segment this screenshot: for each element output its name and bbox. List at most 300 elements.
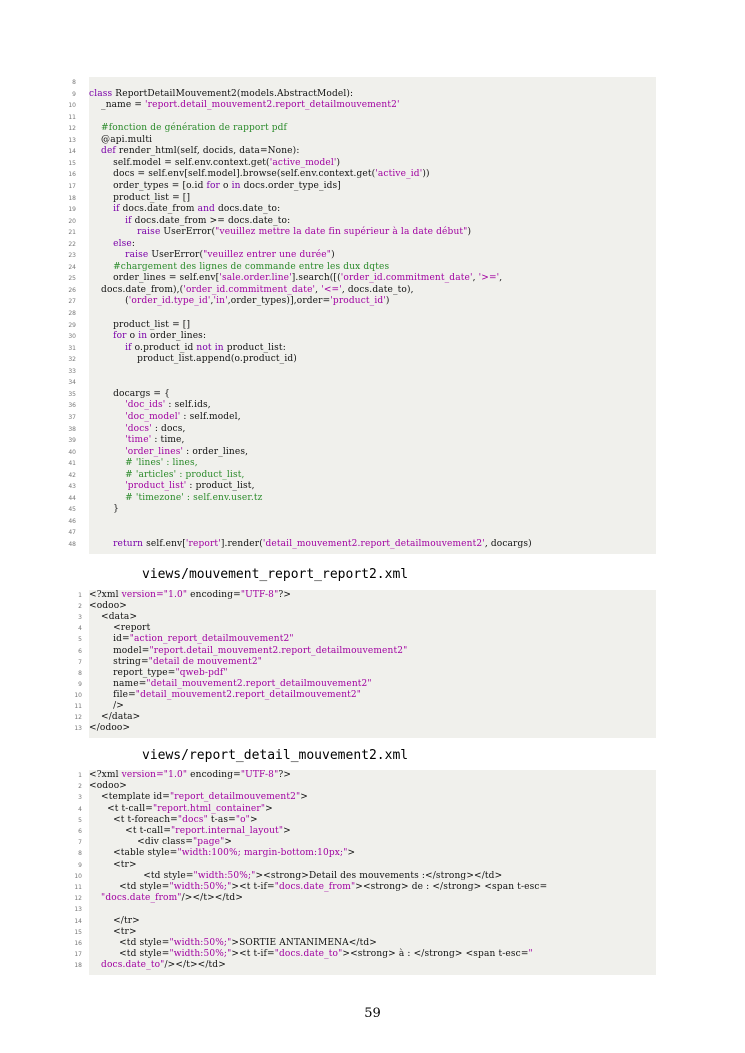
code-line <box>89 826 291 837</box>
line-number: 11 <box>74 703 82 710</box>
code-line <box>89 712 140 723</box>
code-line <box>89 343 286 354</box>
code-token: <?xml <box>89 770 122 780</box>
line-number: 10 <box>74 691 82 699</box>
line-number: 2 <box>78 603 82 611</box>
line-number: 18 <box>68 194 76 202</box>
comment-token: #fonction de génération de rapport pdf <box>89 123 288 134</box>
code-token: > <box>224 837 233 848</box>
code-line <box>89 792 308 803</box>
code-token: <odoo> <box>89 601 127 612</box>
string-token: "docs.date_from" <box>274 882 356 892</box>
keyword-token: and <box>197 204 215 215</box>
string-token: 'doc_ids' <box>89 400 166 411</box>
code-token: , <box>315 284 322 295</box>
code-line <box>89 504 119 515</box>
line-number: 25 <box>68 275 76 283</box>
line-number: 35 <box>68 390 76 398</box>
string-token: "report.detail_mouvement2.report_detailmouvement2" <box>149 645 408 656</box>
code-token: <odoo> <box>89 781 127 792</box>
code-token: <t t-call= <box>89 826 172 836</box>
code-token: ( <box>89 296 129 307</box>
code-token: > <box>249 814 258 825</box>
code-line <box>89 262 389 273</box>
code-token: product_list = [] <box>89 192 191 203</box>
code-line <box>89 860 137 871</box>
code-token: product_list: <box>223 342 286 353</box>
code-token: o <box>126 331 139 342</box>
code-token: string= <box>89 656 149 667</box>
line-number: 15 <box>68 159 76 167</box>
code-token: <tr> <box>89 926 137 937</box>
code-token: order_types = [o.id <box>89 180 207 191</box>
code-token: UserError( <box>148 250 204 261</box>
line-number: 2 <box>78 783 82 791</box>
code-token: docs.date_from),( <box>89 284 184 295</box>
string-token: 'order_id.type_id' <box>128 296 211 307</box>
line-number: 10 <box>68 102 76 110</box>
code-token: : product_list, <box>186 481 255 492</box>
code-token: } <box>89 504 119 515</box>
code-token: ><strong> de : </strong> <span t-esc= <box>355 882 548 892</box>
line-number: 8 <box>78 669 82 677</box>
keyword-token: def <box>89 146 116 157</box>
string-token: "UTF-8" <box>240 590 279 600</box>
line-number: 28 <box>68 310 76 317</box>
line-number: 42 <box>68 471 76 479</box>
code-token: ) <box>331 250 335 261</box>
code-line <box>89 612 137 623</box>
code-token: <td style= <box>89 870 194 881</box>
keyword-token: if <box>89 342 132 353</box>
code-line <box>89 331 206 342</box>
line-number: 12 <box>74 714 82 722</box>
string-token: "width:50%;" <box>169 949 232 960</box>
line-number: 38 <box>68 425 76 433</box>
code-token: o <box>220 180 232 191</box>
line-number: 6 <box>78 647 82 655</box>
string-token: "width:50%;" <box>193 870 256 881</box>
line-number: 14 <box>68 148 76 156</box>
code-token: <t t-foreach= <box>89 814 178 825</box>
string-token: 'report.detail_mouvement2.report_detailmouvement2' <box>145 100 400 111</box>
code-line <box>89 770 291 781</box>
code-token: ,order_types)],order= <box>227 296 331 307</box>
line-number: 39 <box>68 437 76 445</box>
code-line <box>89 916 140 927</box>
keyword-token: for <box>206 180 221 191</box>
line-number: 31 <box>68 344 76 352</box>
code-token: , docs.date_to), <box>341 284 414 295</box>
code-line <box>89 458 198 469</box>
line-number: 12 <box>68 125 76 133</box>
line-number: 3 <box>78 794 82 802</box>
code-line <box>89 679 372 690</box>
code-token: ><strong>Detail des mouvements :</strong></td> <box>255 870 503 881</box>
code-line <box>89 204 280 215</box>
string-token: "veuillez mettre la date fin supérieur à la date début" <box>215 227 468 238</box>
line-number: 32 <box>68 356 76 364</box>
code-token: ?> <box>278 770 292 780</box>
code-token: docs.date_to: <box>214 204 281 215</box>
line-number: 16 <box>68 171 76 179</box>
keyword-token: in <box>231 180 241 191</box>
string-token: 'product_list' <box>89 481 187 492</box>
line-number: 13 <box>68 136 76 144</box>
code-token: : self.model, <box>180 411 241 422</box>
string-token: "detail de mouvement2" <box>148 656 263 667</box>
comment-token: # 'articles' : product_list, <box>89 469 245 480</box>
line-number: 43 <box>68 483 76 491</box>
code-line <box>89 882 547 893</box>
code-token: : self.ids, <box>165 400 211 411</box>
keyword-token: in <box>138 331 148 342</box>
code-token: file= <box>89 689 136 700</box>
line-number: 30 <box>68 333 76 341</box>
line-number: 1 <box>78 592 82 599</box>
line-number: 14 <box>74 917 82 925</box>
code-token: > <box>265 803 273 814</box>
code-token: ReportDetailMouvement2(models.AbstractModel): <box>112 88 354 99</box>
code-line <box>89 123 287 134</box>
line-number: 13 <box>74 725 82 733</box>
comment-token: #chargement des lignes de commande entre les dux dqtes <box>89 261 390 272</box>
code-line <box>89 657 262 668</box>
code-token: docs = self.env[self.model].browse(self.env.context.get( <box>89 169 376 180</box>
line-number: 40 <box>68 448 76 456</box>
code-token: docs.date_from >= docs.date_to: <box>131 215 291 226</box>
line-number: 13 <box>74 906 82 914</box>
keyword-token: return <box>89 539 144 549</box>
code-token: model= <box>89 645 150 656</box>
line-number: 9 <box>78 861 82 869</box>
code-token: ) <box>336 157 341 168</box>
code-token: order_lines: <box>147 331 207 342</box>
code-token: docs.date_from <box>119 204 198 215</box>
code-token: > <box>283 826 291 836</box>
string-token: version="1.0" <box>121 770 188 780</box>
code-token: </tr> <box>89 915 140 926</box>
string-token: 'product_id' <box>330 296 386 307</box>
code-token: ) <box>385 296 390 307</box>
code-token: t-as= <box>207 814 236 825</box>
line-number: 11 <box>68 113 76 121</box>
code-token: self.model = self.env.context.get( <box>89 157 270 168</box>
code-line <box>89 412 241 423</box>
keyword-token: raise <box>89 250 149 261</box>
line-number: 11 <box>74 884 82 891</box>
code-token: report_type= <box>89 667 176 678</box>
keyword-token: if <box>89 204 120 215</box>
string-token: 'time' <box>89 435 152 446</box>
line-number: 34 <box>68 379 76 387</box>
string-token: "qweb-pdf" <box>175 667 228 678</box>
code-line <box>89 169 430 180</box>
code-token: ><t t-if= <box>231 882 275 892</box>
code-token: docargs = { <box>89 388 170 399</box>
code-line <box>89 871 502 882</box>
keyword-token: for <box>89 331 127 342</box>
code-line <box>89 400 211 411</box>
string-token: 'order_id.commitment_date' <box>183 284 316 295</box>
code-token: /></t></td> <box>181 893 244 904</box>
code-line <box>89 815 258 826</box>
code-token: , docargs) <box>484 539 532 549</box>
string-token: 'active_model' <box>269 157 337 168</box>
code-token: @api.multi <box>89 134 153 145</box>
string-token: "docs.date_from" <box>89 893 182 904</box>
code-token: name= <box>89 678 147 689</box>
code-token: order_lines = self.env[ <box>89 273 220 284</box>
line-number: 27 <box>68 298 76 306</box>
code-line <box>89 227 471 238</box>
code-line <box>89 623 150 634</box>
code-token: , <box>499 273 503 284</box>
code-token: id= <box>89 634 130 645</box>
string-token: "width:100%; margin-bottom:10px;" <box>177 848 348 859</box>
line-number: 18 <box>74 962 82 970</box>
line-number: 20 <box>68 217 76 225</box>
code-line <box>89 493 263 504</box>
code-token: > <box>347 848 356 859</box>
line-number: 21 <box>68 229 76 237</box>
code-line <box>89 701 124 712</box>
code-line <box>89 296 390 307</box>
code-token: : docs, <box>151 423 186 434</box>
code-line <box>89 960 226 971</box>
string-token: '<=' <box>321 284 342 295</box>
keyword-token: not in <box>196 342 224 353</box>
code-token: <tr> <box>89 859 137 870</box>
keyword-token: if <box>89 215 132 226</box>
line-number: 46 <box>68 517 76 525</box>
code-token: docs.order_type_ids] <box>240 180 341 191</box>
string-token: 'report' <box>185 539 221 549</box>
code-listing <box>89 77 656 554</box>
string-token: "o" <box>235 814 250 825</box>
code-line <box>89 250 335 261</box>
string-token: version="1.0" <box>121 590 188 600</box>
code-line <box>89 181 341 192</box>
code-line <box>89 781 127 792</box>
code-line <box>89 193 190 204</box>
code-token: _name = <box>89 100 146 111</box>
file-heading: views/report_detail_mouvement2.xml <box>142 748 409 763</box>
code-line <box>89 927 137 938</box>
code-token: , <box>472 273 479 284</box>
line-number: 41 <box>68 460 76 468</box>
code-line <box>89 285 414 296</box>
line-number: 9 <box>72 90 76 98</box>
code-line <box>89 135 152 146</box>
code-line <box>89 539 532 550</box>
code-token: ) <box>467 227 472 238</box>
code-line <box>89 601 127 612</box>
code-token: , <box>210 296 214 307</box>
string-token: 'doc_model' <box>89 411 181 422</box>
code-token: <t t-call= <box>89 803 153 814</box>
code-line <box>89 447 248 458</box>
string-token: "docs" <box>177 814 208 825</box>
code-token: <td style= <box>89 882 170 892</box>
code-token: o.product_id <box>131 342 197 353</box>
code-line <box>89 389 170 400</box>
line-number: 6 <box>78 828 82 835</box>
line-number: 36 <box>68 402 76 410</box>
line-number: 44 <box>68 494 76 502</box>
string-token: "UTF-8" <box>240 770 279 780</box>
line-number: 4 <box>78 805 82 813</box>
code-line <box>89 481 255 492</box>
code-line <box>89 470 245 481</box>
line-number: 33 <box>68 367 76 375</box>
string-token: "report.internal_layout" <box>171 826 284 836</box>
code-token: ?> <box>278 590 292 600</box>
string-token: "width:50%;" <box>169 882 232 892</box>
line-number: 5 <box>78 816 82 824</box>
line-number: 37 <box>68 413 76 421</box>
page-number: 59 <box>364 1006 381 1021</box>
code-line <box>89 938 377 949</box>
code-line <box>89 320 190 331</box>
code-line <box>89 158 340 169</box>
code-token: > <box>300 792 308 803</box>
code-line <box>89 848 355 859</box>
line-number: 3 <box>78 614 82 622</box>
code-token: <table style= <box>89 848 178 859</box>
code-token: : order_lines, <box>183 446 249 457</box>
string-token: 'docs' <box>89 423 152 434</box>
string-token: "action_report_detailmouvement2" <box>129 634 294 645</box>
code-line <box>89 668 228 679</box>
line-number: 22 <box>68 240 76 248</box>
line-number: 16 <box>74 940 82 947</box>
code-token: >SORTIE ANTANIMENA</td> <box>231 938 377 948</box>
line-number: 12 <box>74 895 82 903</box>
code-line <box>89 89 353 100</box>
code-line <box>89 354 297 365</box>
line-number: 1 <box>78 772 82 779</box>
code-token: <data> <box>89 612 138 623</box>
line-number: 29 <box>68 321 76 329</box>
string-token: 'detail_mouvement2.report_detailmouvement2' <box>262 539 485 549</box>
line-number: 48 <box>68 541 76 548</box>
line-number: 15 <box>74 928 82 936</box>
line-number: 24 <box>68 263 76 271</box>
code-line <box>89 949 533 960</box>
string-token: 'active_id' <box>375 169 423 180</box>
code-token: ><strong> à : </strong> <span t-esc= <box>342 949 529 960</box>
line-number: 17 <box>68 182 76 190</box>
code-line <box>89 239 135 250</box>
file-heading: views/mouvement_report_report2.xml <box>142 567 409 582</box>
code-listing <box>89 590 656 738</box>
code-token: encoding= <box>187 590 241 600</box>
code-token: render_html(self, docids, data=None): <box>115 146 300 157</box>
line-number: 19 <box>68 206 76 214</box>
line-number: 8 <box>72 79 76 86</box>
code-token: ><t t-if= <box>231 949 275 960</box>
line-number: 26 <box>68 286 76 294</box>
string-token: 'order_id.commitment_date' <box>340 273 473 284</box>
line-number: 7 <box>78 658 82 666</box>
code-token: encoding= <box>187 770 241 780</box>
code-token: <report <box>89 623 151 634</box>
code-listing <box>89 770 656 975</box>
code-line <box>89 804 273 815</box>
code-token: /></t></td> <box>164 960 226 971</box>
code-token: <?xml <box>89 590 122 600</box>
string-token: "report.html_container" <box>152 803 266 814</box>
line-number: 4 <box>78 625 82 633</box>
line-number: 17 <box>74 951 82 959</box>
code-line <box>89 216 290 227</box>
code-line <box>89 590 291 601</box>
code-token: </data> <box>89 712 141 723</box>
code-token: <td style= <box>89 949 170 960</box>
code-line <box>89 435 185 446</box>
string-token: "detail_mouvement2.report_detailmouvement2" <box>135 689 362 700</box>
line-number: 23 <box>68 252 76 260</box>
string-token: '>=' <box>478 273 500 284</box>
string-token: "docs.date_to" <box>274 949 343 960</box>
code-line <box>89 100 400 111</box>
code-line <box>89 723 130 734</box>
code-line <box>89 893 243 904</box>
comment-token: # 'timezone' : self.env.user.tz <box>89 492 263 503</box>
code-token: ].search([( <box>291 273 341 284</box>
line-number: 8 <box>78 850 82 858</box>
line-number: 7 <box>78 839 82 847</box>
keyword-token: class <box>89 88 113 99</box>
keyword-token: raise <box>89 227 161 238</box>
line-number: 9 <box>78 680 82 688</box>
string-token: 'in' <box>213 296 228 307</box>
comment-token: # 'lines' : lines, <box>89 458 198 469</box>
code-line <box>89 146 300 157</box>
code-token: <template id= <box>89 792 171 803</box>
code-token: )) <box>422 169 430 180</box>
code-token: <td style= <box>89 938 170 948</box>
line-number: 45 <box>68 506 76 514</box>
code-token: : <box>131 238 136 249</box>
code-token: UserError( <box>160 227 216 238</box>
code-line <box>89 424 185 435</box>
line-number: 5 <box>78 636 82 644</box>
code-token: /> <box>89 701 124 711</box>
code-line <box>89 634 294 645</box>
code-token: self.env[ <box>143 539 186 549</box>
string-token: docs.date_to" <box>89 960 165 971</box>
code-line <box>89 273 502 284</box>
string-token: 'order_lines' <box>89 446 184 457</box>
code-token: </odoo> <box>89 723 131 734</box>
code-line <box>89 646 407 657</box>
code-token: product_list = [] <box>89 319 191 330</box>
string-token: "width:50%;" <box>169 938 232 948</box>
code-line <box>89 690 361 701</box>
code-token: <div class= <box>89 837 194 848</box>
line-number: 10 <box>74 872 82 880</box>
string-token: "report_detailmouvement2" <box>170 792 301 803</box>
code-token: product_list.append(o.product_id) <box>89 354 297 365</box>
string-token: " <box>528 949 533 960</box>
string-token: "detail_mouvement2.report_detailmouvement2" <box>146 678 372 689</box>
string-token: 'sale.order.line' <box>219 273 292 284</box>
code-token: ].render( <box>220 539 263 549</box>
line-number: 47 <box>68 529 76 537</box>
string-token: "page" <box>193 837 225 848</box>
